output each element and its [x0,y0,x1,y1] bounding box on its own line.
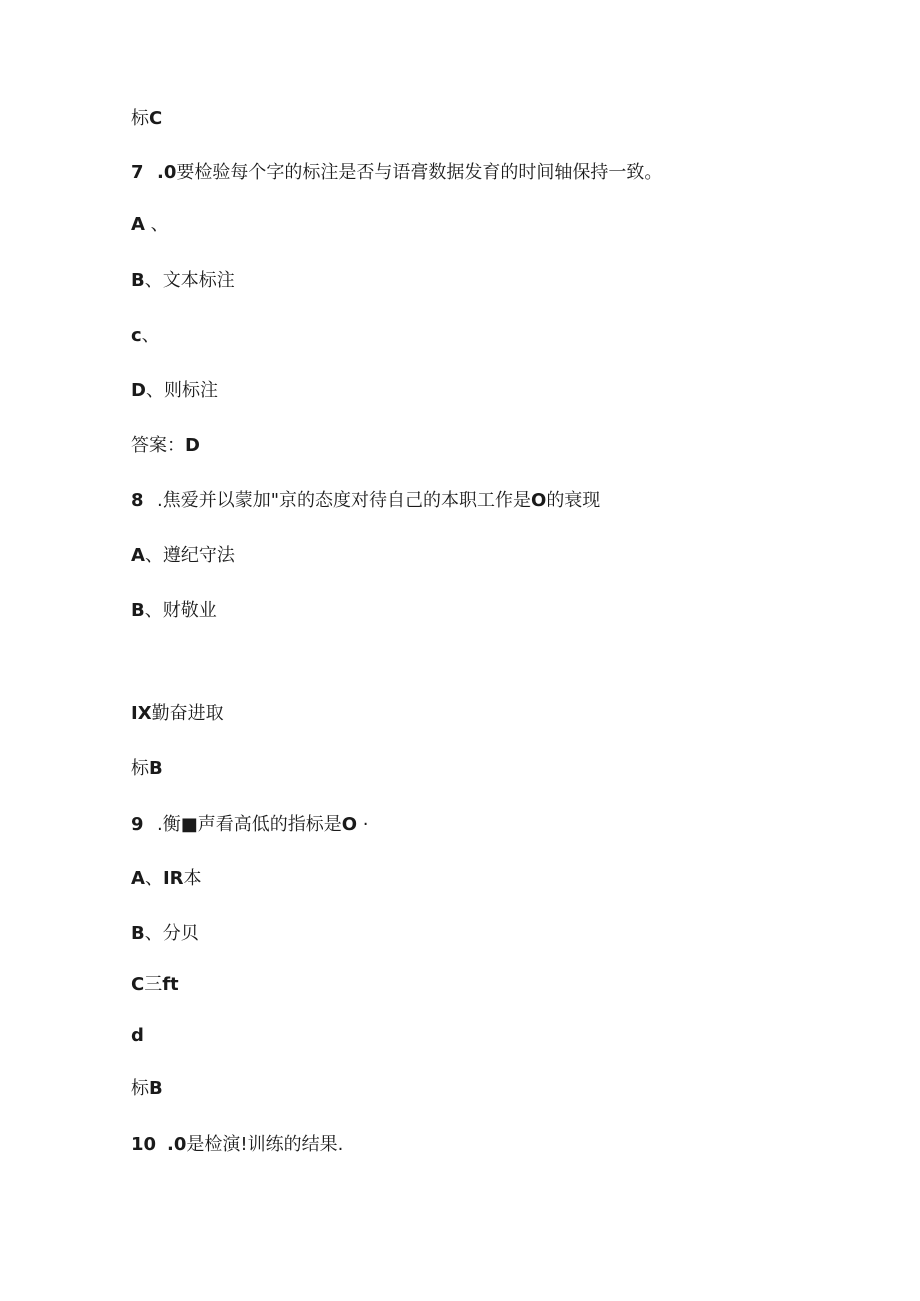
option-text: 、文本标注 [144,270,235,291]
question-blank: .0 [157,162,177,183]
answer-label: 标 [131,108,149,129]
option-text: 、则标注 [145,380,218,401]
option-text-bold: ft [162,974,179,995]
option-text-bold: IR [162,868,184,889]
answer-label: 标 [131,1078,149,1099]
option-letter: B [131,600,145,621]
question-number: 8 [131,490,144,511]
option-letter: C [131,974,145,995]
answer-value: D [185,435,200,456]
question-9 [131,813,369,837]
option-letter: D [131,380,146,401]
option-letter: A [131,214,145,235]
option-text: 、分贝 [144,923,199,944]
answer-label: 标 [131,758,149,779]
question-number: 7 [131,162,144,183]
option-a [131,544,235,568]
answer-value: B [149,1078,163,1099]
option-b [131,922,199,946]
option-text: 、 [144,214,169,235]
option-letter: B [131,270,145,291]
option-c [131,702,224,726]
option-c [131,973,179,997]
answer-line [131,434,200,458]
answer-line [131,107,162,131]
option-d [131,1024,144,1048]
option-text-end: 本 [183,868,202,889]
option-text: 、遵纪守法 [144,545,235,566]
question-text: .衡■声看高低的指标是 [157,814,342,835]
option-a [131,867,202,891]
question-text: .焦爱并以蒙加"京的态度对待自己的本职工作是 [157,490,531,511]
option-letter: A [131,545,145,566]
question-blank: O [531,490,547,511]
option-letter: d [131,1025,144,1046]
answer-line [131,1077,163,1101]
question-10 [131,1133,343,1157]
option-a [131,213,169,237]
question-text-end: · [357,814,369,835]
question-number: 9 [131,814,144,835]
question-8 [131,489,600,513]
option-letter: IX [131,703,152,724]
question-text: 要检验每个字的标注是否与语膏数据发育的时间轴保持一致。 [176,162,663,183]
option-text: 三 [144,974,163,995]
answer-label: 答案： [131,435,185,456]
option-text: 、财敬业 [144,600,217,621]
option-c [131,324,160,348]
question-text-end: 的衰现 [546,490,601,511]
option-letter: c [131,325,142,346]
option-b [131,599,217,623]
option-text: 、 [144,868,163,889]
option-text: 、 [141,325,160,346]
question-blank: O [341,814,358,835]
option-letter: A [131,868,145,889]
question-7 [131,161,662,185]
question-text: 是检演!训练的结果. [186,1134,344,1155]
option-b [131,269,235,293]
answer-value: B [149,758,163,779]
answer-value: C [149,108,163,129]
option-text: 勤奋进取 [151,703,224,724]
option-d [131,379,218,403]
question-number: 10 [131,1134,157,1155]
option-letter: B [131,923,145,944]
question-blank: .0 [167,1134,187,1155]
answer-line [131,757,163,781]
